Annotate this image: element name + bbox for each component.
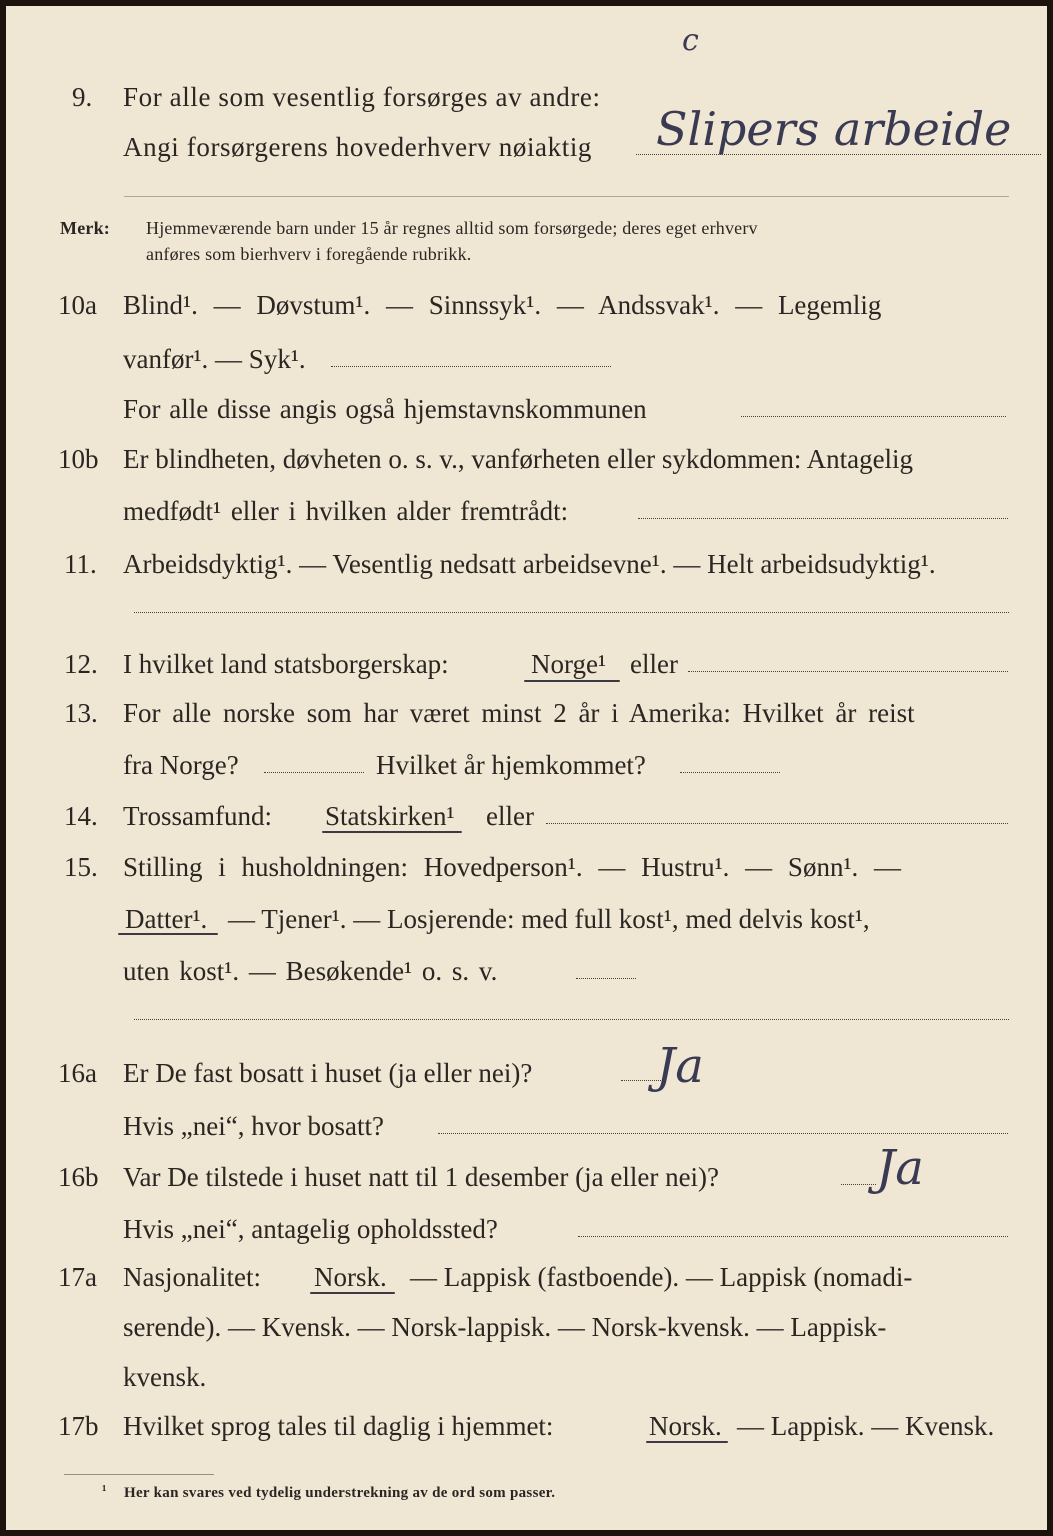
census-form-page (6, 6, 1047, 1530)
q15-datter-underline (118, 933, 218, 935)
q17b-number: 17b (58, 1411, 99, 1441)
q17a-norsk-underline (310, 1292, 395, 1294)
q14-statskirken: Statskirken¹ (325, 801, 455, 831)
q10a-line2: vanfør¹. — Syk¹. (123, 344, 306, 374)
q15-line3-dots (576, 978, 636, 979)
q17a-number: 17a (58, 1262, 97, 1292)
merk-line2: anføres som bierhverv i foregående rubrikk. (146, 244, 472, 264)
q12-norge: Norge¹ (531, 649, 607, 679)
q14-statskirken-underline (322, 831, 462, 833)
q17a-line3: kvensk. (123, 1362, 207, 1392)
q16b-number: 16b (58, 1162, 99, 1192)
q15-dots (134, 1019, 1009, 1020)
q10a-line1: Blind¹. — Døvstum¹. — Sinnssyk¹. — Andssvak¹. — Legemlig (123, 290, 882, 320)
q15-line1: Stilling i husholdningen: Hovedperson¹. — Hustru¹. — Sønn¹. — (123, 852, 902, 882)
q16a-number: 16a (58, 1058, 97, 1088)
q14-dots (546, 823, 1008, 824)
q10b-line2: medfødt¹ eller i hvilken alder fremtrådt: (123, 496, 569, 526)
q16a-line2: Hvis „nei“, hvor bosatt? (123, 1111, 384, 1141)
q12-norge-underline (524, 680, 620, 682)
merk-line1: Hjemmeværende barn under 15 år regnes alltid som forsørgede; deres eget erhverv (146, 218, 758, 238)
q11-number: 11. (64, 549, 97, 579)
q13-hjem-dots (680, 772, 780, 773)
q16a-line1: Er De fast bosatt i huset (ja eller nei)? (123, 1058, 533, 1088)
q17b-rest: — Lappisk. — Kvensk. (737, 1411, 995, 1441)
q12-line1a: I hvilket land statsborgerskap: (123, 649, 449, 679)
q17b-label: Hvilket sprog tales til daglig i hjemmet: (123, 1411, 554, 1441)
q9-handwritten-answer: Slipers arbeide (656, 102, 1012, 156)
q17b-norsk: Norsk. (649, 1411, 722, 1441)
q17a-line2: serende). — Kvensk. — Norsk-lappisk. — Norsk-kvensk. — Lappisk- (123, 1312, 887, 1342)
q10b-number: 10b (58, 444, 99, 474)
q16b-line1-dots (841, 1184, 876, 1185)
q10a-line3-dots (741, 416, 1006, 417)
q13-number: 13. (64, 698, 98, 728)
q10b-line2-dots (638, 518, 1008, 519)
q14-number: 14. (64, 801, 98, 831)
q17b-norsk-underline (646, 1441, 728, 1443)
q12-dots (688, 671, 1008, 672)
q16b-handwritten-answer: Ja (876, 1140, 924, 1196)
q16a-line1-dots (621, 1080, 661, 1081)
q17a-label: Nasjonalitet: (123, 1262, 261, 1292)
q15-line3: uten kost¹. — Besøkende¹ o. s. v. (123, 956, 498, 986)
pencil-mark: c (682, 23, 699, 58)
q9-separator (124, 196, 1009, 197)
q17a-norsk: Norsk. (314, 1262, 387, 1292)
q9-line1: For alle som vesentlig forsørges av andre: (123, 82, 601, 112)
q12-number: 12. (64, 649, 98, 679)
footnote-text: Her kan svares ved tydelig understrekning av de ord som passer. (124, 1485, 556, 1501)
q15-line2: — Tjener¹. — Losjerende: med full kost¹, med delvis kost¹, (228, 904, 870, 934)
q12-eller: eller (630, 649, 678, 679)
q15-datter: Datter¹. (125, 904, 208, 934)
q9-line2: Angi forsørgerens hovederhverv nøiaktig (123, 132, 593, 162)
q10a-line3: For alle disse angis også hjemstavnskommunen (123, 394, 647, 424)
q13-line2a: fra Norge? (123, 750, 239, 780)
footnote-mark: ¹ (102, 1483, 107, 1499)
q16b-line1: Var De tilstede i huset natt til 1 desember (ja eller nei)? (123, 1162, 720, 1192)
q13-line1: For alle norske som har været minst 2 år i Amerika: Hvilket år reist (123, 698, 915, 728)
footnote-rule (64, 1474, 214, 1475)
q15-number: 15. (64, 852, 98, 882)
q10b-line1: Er blindheten, døvheten o. s. v., vanførheten eller sykdommen: Antagelig (123, 444, 914, 474)
q16b-line2: Hvis „nei“, antagelig opholdssted? (123, 1214, 498, 1244)
q13-reist-dots (264, 772, 364, 773)
q10a-number: 10a (58, 290, 97, 320)
q11-dots (134, 612, 1009, 613)
q13-line2b: Hvilket år hjemkommet? (376, 750, 646, 780)
q16a-line2-dots (438, 1133, 1008, 1134)
q16b-line2-dots (578, 1236, 1008, 1237)
q14-eller: eller (486, 801, 534, 831)
q11-line1: Arbeidsdyktig¹. — Vesentlig nedsatt arbeidsevne¹. — Helt arbeidsudyktig¹. (123, 549, 936, 579)
q14-label: Trossamfund: (123, 801, 273, 831)
merk-label: Merk: (60, 218, 110, 238)
q10a-line2-dots (331, 366, 611, 367)
q9-number: 9. (72, 82, 93, 112)
q17a-line1b: — Lappisk (fastboende). — Lappisk (nomadi- (410, 1262, 913, 1292)
q16a-handwritten-answer: Ja (656, 1038, 704, 1094)
